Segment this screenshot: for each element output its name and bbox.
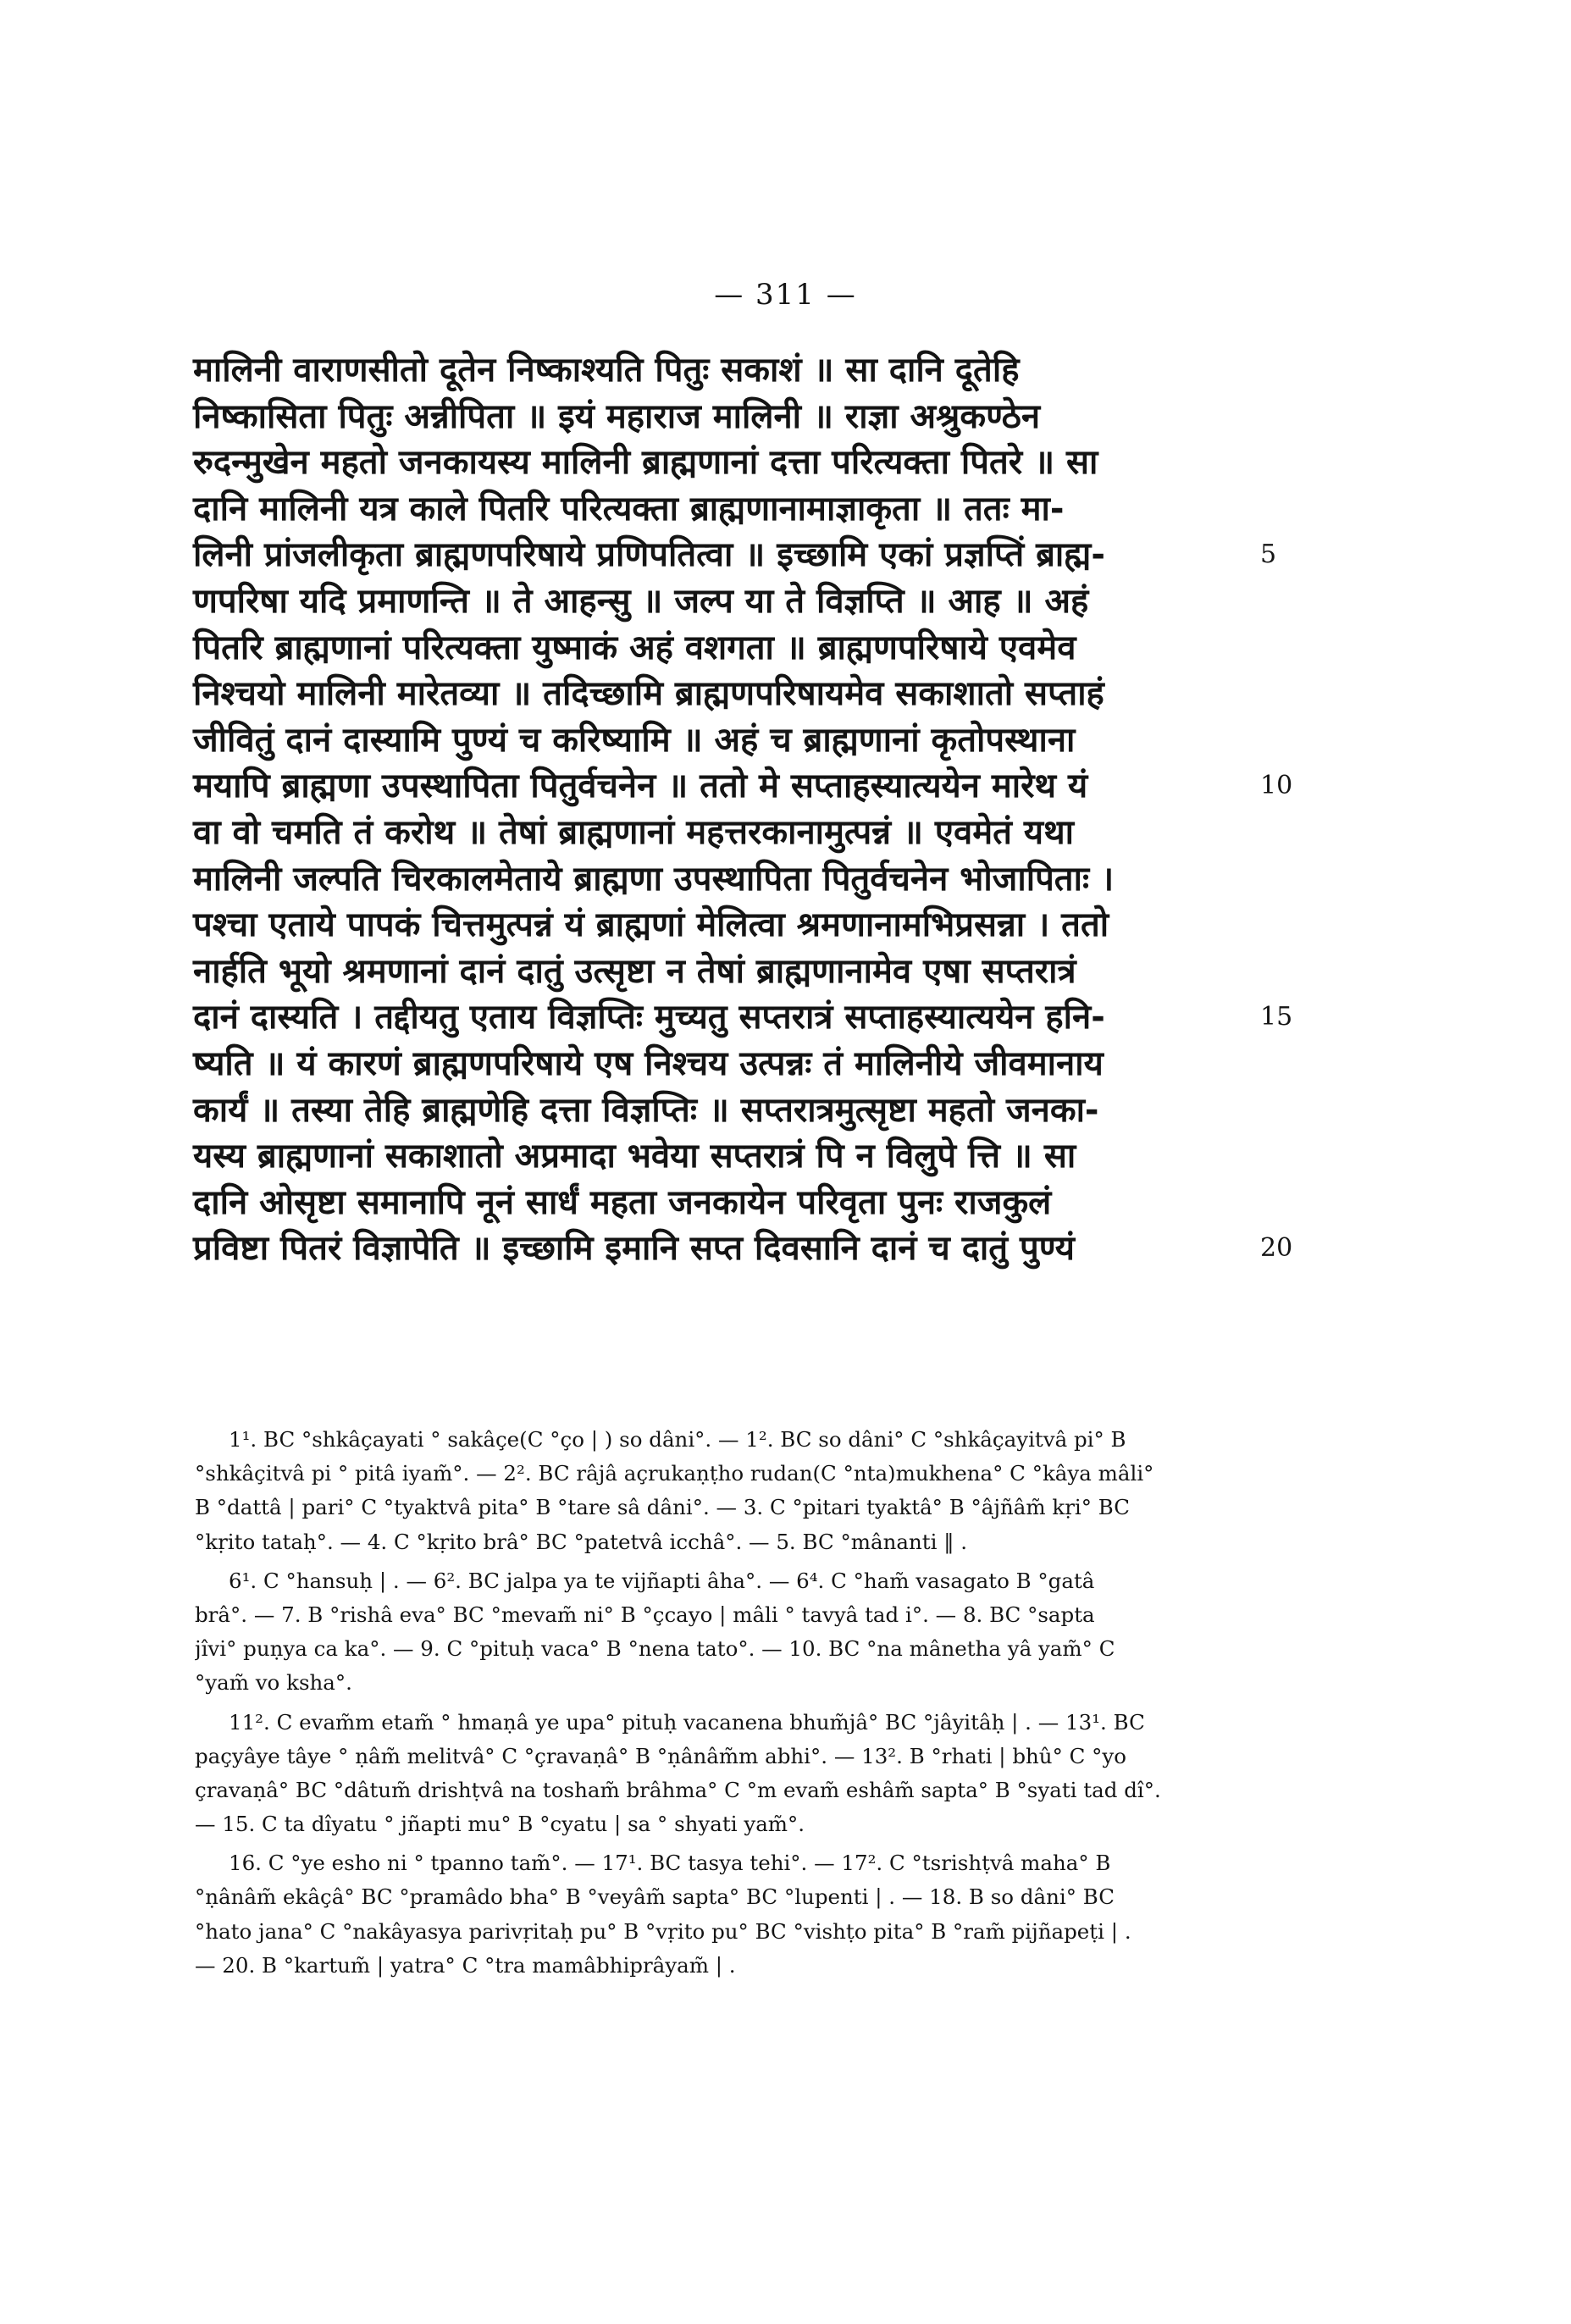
text-line [193, 625, 1236, 672]
text-line-content: निष्कासिता पितुः अन्नीपिता ॥ इयं महाराज मालिनी ॥ राज्ञा अश्रुकण्ठेन [193, 396, 1041, 436]
text-line-content: मालिनी जल्पति चिरकालमेताये ब्राह्मणा उपस्थापिता पितुर्वचनेन भोजापिताः । [193, 859, 1115, 899]
text-line-content: जीवितुं दानं दास्यामि पुण्यं च करिष्यामि ॥ अहं च ब्राह्मणानां कृतोपस्थाना [193, 720, 1076, 760]
footnote-paragraph [195, 1706, 1245, 1842]
text-line-content: पितरि ब्राह्मणानां परित्यक्ता युष्माकं अहं वशगता ॥ ब्राह्मणपरिषाये एवमेव [193, 628, 1076, 667]
text-line-content: दानं दास्यति । तद्दीयतु एताय विज्ञप्तिः मुच्यतु सप्तरात्रं सप्ताहस्यात्ययेन हनि- [193, 998, 1105, 1038]
text-line-content: वा वो चमति तं करोथ ॥ तेषां ब्राह्मणानां महत्तरकानामुत्पन्नं ॥ एवमेतं यथा [193, 812, 1074, 852]
text-line [193, 1180, 1236, 1226]
footnotes [195, 1423, 1245, 1988]
text-line [193, 671, 1236, 717]
text-line-content: ष्यति ॥ यं कारणं ब्राह्मणपरिषाये एष निश्चय उत्पन्नः तं मालिनीये जीवमानाय [193, 1043, 1104, 1083]
footnote-paragraph [195, 1564, 1245, 1701]
footnote-line: B °dattâ | pari° C °tyaktvâ pita° B °tare sâ dâni°. — 3. C °pitari tyaktâ° B °âjñâm̃ kṛi° BC [195, 1495, 1130, 1520]
text-line-content: लिनी प्रांजलीकृता ब्राह्मणपरिषाये प्रणिपतित्वा ॥ इच्छामि एकां प्रज्ञप्तिं ब्राह्म- [193, 535, 1105, 575]
text-line-content: मयापि ब्राह्मणा उपस्थापिता पितुर्वचनेन ॥ ततो मे सप्ताहस्यात्ययेन मारेथ यं [193, 766, 1088, 806]
text-line [193, 486, 1236, 533]
text-line-content: निश्चयो मालिनी मारेतव्या ॥ तदिच्छामि ब्राह्मणपरिषायमेव सकाशातो सप्ताहं [193, 674, 1104, 714]
text-line-content: मालिनी वाराणसीतो दूतेन निष्काश्यति पितुः सकाशं ॥ सा दानि दूतेहि [193, 351, 1020, 390]
text-line [193, 440, 1236, 486]
text-line [193, 1226, 1293, 1272]
footnote-line: — 15. C ta dîyatu ° jñapti mu° B °cyatu | sa ° shyati yam̃°. [195, 1812, 805, 1837]
text-line-content: नार्हति भूयो श्रमणानां दानं दातुं उत्सृष्टा न तेषां ब्राह्मणानामेव एषा सप्तरात्रं [193, 951, 1076, 991]
footnote-line: °yam̃ vo ksha°. [195, 1670, 352, 1696]
text-line-content: रुदन्मुखेन महतो जनकायस्य मालिनी ब्राह्मणानां दत्ता परित्यक्ता पितरे ॥ सा [193, 443, 1098, 483]
text-line-content: णपरिषा यदि प्रमाणन्ति ॥ ते आहन्सु ॥ जल्प या ते विज्ञप्ति ॥ आह ॥ अहं [193, 581, 1089, 621]
text-line [193, 1041, 1236, 1087]
text-line [193, 902, 1236, 949]
footnote-line: — 20. B °kartum̃ | yatra° C °tra mamâbhiprâyam̃ | . [195, 1952, 736, 1978]
footnote-line: jîvi° puṇya ca ka°. — 9. C °pituḥ vaca° B °nena tato°. — 10. BC °na mânetha yâ yam̃° C [195, 1636, 1115, 1662]
footnote-line: °kṛito tataḥ°. — 4. C °kṛito brâ° BC °patetvâ icchâ°. — 5. BC °mânanti ‖ . [195, 1529, 968, 1554]
footnote-line: 6¹. C °hansuḥ | . — 6². BC jalpa ya te vijñapti âha°. — 6⁴. C °ham̃ vasagato B °gatâ [229, 1568, 1095, 1593]
footnote-line: 11². C evam̃m etam̃ ° hmaṇâ ye upa° pituḥ vacanena bhum̃jâ° BC °jâyitâḥ | . — 13¹. BC [229, 1709, 1145, 1735]
footnote-paragraph [195, 1846, 1245, 1983]
text-line [193, 394, 1236, 440]
text-line [193, 532, 1277, 578]
text-line [193, 994, 1293, 1041]
line-number: 20 [1260, 1233, 1293, 1264]
text-line [193, 347, 1236, 394]
footnote-line: 1¹. BC °shkâçayati ° sakâçe(C °ço | ) so dâni°. — 1². BC so dâni° C °shkâçayitvâ pi° B [229, 1427, 1126, 1452]
text-line-content: कार्यं ॥ तस्या तेहि ब्राह्मणेहि दत्ता विज्ञप्तिः ॥ सप्तरात्रमुत्सृष्टा महतो जनका- [193, 1090, 1099, 1130]
footnote-line: çravaṇâ° BC °dâtum̃ drishṭvâ na tosham̃ brâhma° C °m evam̃ eshâm̃ sapta° B °syati tad dî°. [195, 1777, 1161, 1802]
footnote-line: °shkâçitvâ pi ° pitâ iyam̃°. — 2². BC râjâ açrukaṇṭho rudan(C °nta)mukhena° C °kâya mâli° [195, 1461, 1154, 1486]
text-line [193, 578, 1236, 625]
footnote-paragraph [195, 1423, 1245, 1559]
footnote-line: brâ°. — 7. B °rishâ eva° BC °mevam̃ ni° B °çcayo | mâli ° tavyâ tad i°. — 8. BC °sapta [195, 1602, 1095, 1627]
text-line [193, 717, 1236, 764]
text-line-content: प्रविष्टा पितरं विज्ञापेति ॥ इच्छामि इमानि सप्त दिवसानि दानं च दातुं पुण्यं [193, 1229, 1075, 1269]
text-line-content: दानि ओसृष्टा समानापि नूनं सार्धं महता जनकायेन परिवृता पुनः राजकुलं [193, 1182, 1052, 1222]
text-line [193, 1133, 1236, 1180]
footnote-line: °ṇânâm̃ ekâçâ° BC °pramâdo bha° B °veyâm̃ sapta° BC °lupenti | . — 18. B so dâni° BC [195, 1884, 1115, 1910]
footnote-line: °hato jana° C °nakâyasya parivṛitaḥ pu° B °vṛito pu° BC °vishṭo pita° B °ram̃ pijñapeṭi | . [195, 1918, 1131, 1944]
footnote-line: paçyâye tâye ° ṇâm̃ melitvâ° C °çravaṇâ° B °ṇânâm̃m abhi°. — 13². B °rhati | bhû° C °yo [195, 1743, 1126, 1768]
page-number: — 311 — [714, 278, 857, 312]
line-number: 5 [1260, 540, 1277, 570]
text-line [193, 810, 1236, 856]
text-line [193, 763, 1293, 810]
text-line-content: यस्य ब्राह्मणानां सकाशातो अप्रमादा भवेया सप्तरात्रं पि न विलुपे त्ति ॥ सा [193, 1137, 1076, 1176]
text-line [193, 856, 1236, 903]
main-text [193, 347, 1293, 1272]
line-number: 10 [1260, 771, 1293, 801]
text-line-content: दानि मालिनी यत्र काले पितरि परित्यक्ता ब्राह्मणानामाज्ञाकृता ॥ ततः मा- [193, 489, 1065, 528]
footnote-line: 16. C °ye esho ni ° tpanno tam̃°. — 17¹. BC tasya tehi°. — 17². C °tsrishṭvâ maha° B [229, 1851, 1111, 1876]
text-line [193, 949, 1236, 995]
text-line [193, 1087, 1236, 1134]
line-number: 15 [1260, 1002, 1293, 1032]
text-line-content: पश्चा एताये पापकं चित्तमुत्पन्नं यं ब्राह्मणां मेलित्वा श्रमणानामभिप्रसन्ना । ततो [193, 905, 1109, 945]
